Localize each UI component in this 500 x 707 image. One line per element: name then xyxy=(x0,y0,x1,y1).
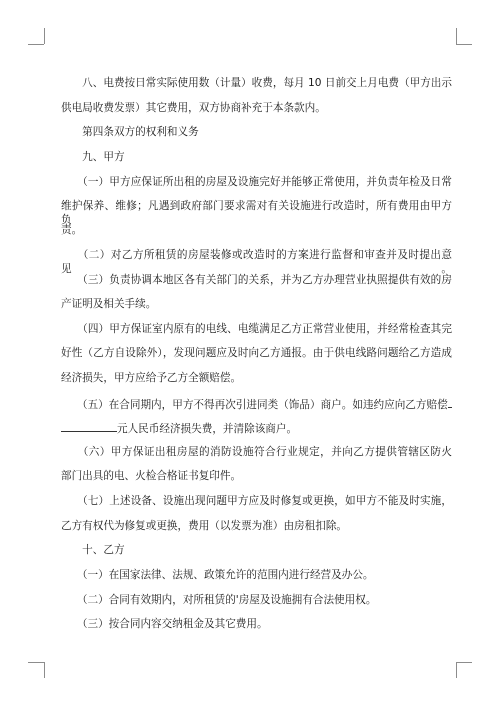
party-a-item-5-line-1 xyxy=(61,396,448,412)
paragraph-eight-line-1: 八、电费按日常实际使用数（计量）收费，每月 10 日前交上月电费（甲方出示 xyxy=(61,77,452,89)
compensation-blank-start xyxy=(448,396,452,408)
party-a-item-6-line-2: 部门出具的电、火检合格证书复印件。 xyxy=(61,470,242,482)
party-b-item-2: （二）合同有效期内，对所租赁的'房屋及设施拥有合法使用权。 xyxy=(61,594,377,606)
party-b-item-3: （三）按合同内容交纳租金及其它费用。 xyxy=(61,618,268,630)
party-b-item-1: （一）在国家法律、法规、政策允许的范围内进行经营及办公。 xyxy=(61,569,374,581)
party-a-item-2: （二）对乙方所租赁的房屋装修或改造时的方案进行监督和审查并及时提出意见。 xyxy=(61,249,452,275)
party-a-item-7-line-2: 乙方有权代为修复或更换，费用（以发票为准）由房租扣除。 xyxy=(61,520,348,532)
party-a-item-6-line-1: （六）甲方保证出租房屋的消防设施符合行业规定，并向乙方提供管辖区防火 xyxy=(61,446,452,458)
compensation-amount-blank xyxy=(61,420,117,432)
party-a-item-7-line-1: （七）上述设备、设施出现问题甲方应及时修复或更换，如甲方不能及时实施， xyxy=(61,495,452,507)
party-a-item-4-line-2: 好性（乙方自设除外），发现问题应及时向乙方通报。由于供电线路问题给乙方造成 xyxy=(61,347,452,359)
party-a-item-3-line-1: （三）负责协调本地区各有关部门的关系，并为乙方办理营业执照提供有效的房 xyxy=(61,274,452,286)
party-a-item-4-line-3: 经济损失，甲方应给予乙方全额赔偿。 xyxy=(61,372,242,384)
paragraph-eight-line-2: 供电局收费发票）其它费用，双方协商补充于本条款内。 xyxy=(61,102,326,114)
party-a-item-5-line-2 xyxy=(61,420,452,436)
heading-party-b: 十、乙方 xyxy=(61,544,125,556)
party-a-item-1-line-1: （一）甲方应保证所出租的房屋及设施完好并能够正常使用，并负责年检及日常 xyxy=(61,176,452,188)
party-a-item-5-text-1: （五）在合同期内，甲方不得再次引进同类（饰品）商户。如违约应向乙方赔偿 xyxy=(61,399,448,411)
party-a-item-3-line-2: 产证明及相关手续。 xyxy=(61,298,157,310)
party-a-item-5-text-2: 元人民币经济损失费，并清除该商户。 xyxy=(117,423,298,435)
party-a-item-4-line-1: （四）甲方保证室内原有的电线、电缆满足乙方正常营业使用，并经常检查其完 xyxy=(61,323,452,335)
heading-party-a: 九、甲方 xyxy=(61,151,125,163)
section-heading-article-four: 第四条双方的权利和义务 xyxy=(61,126,199,138)
party-a-item-1-line-3: 责。 xyxy=(61,224,83,236)
party-a-item-1-line-2: 维护保养、维修；凡遇到政府部门要求需对有关设施进行改造时，所有费用由甲方负 xyxy=(61,200,452,226)
